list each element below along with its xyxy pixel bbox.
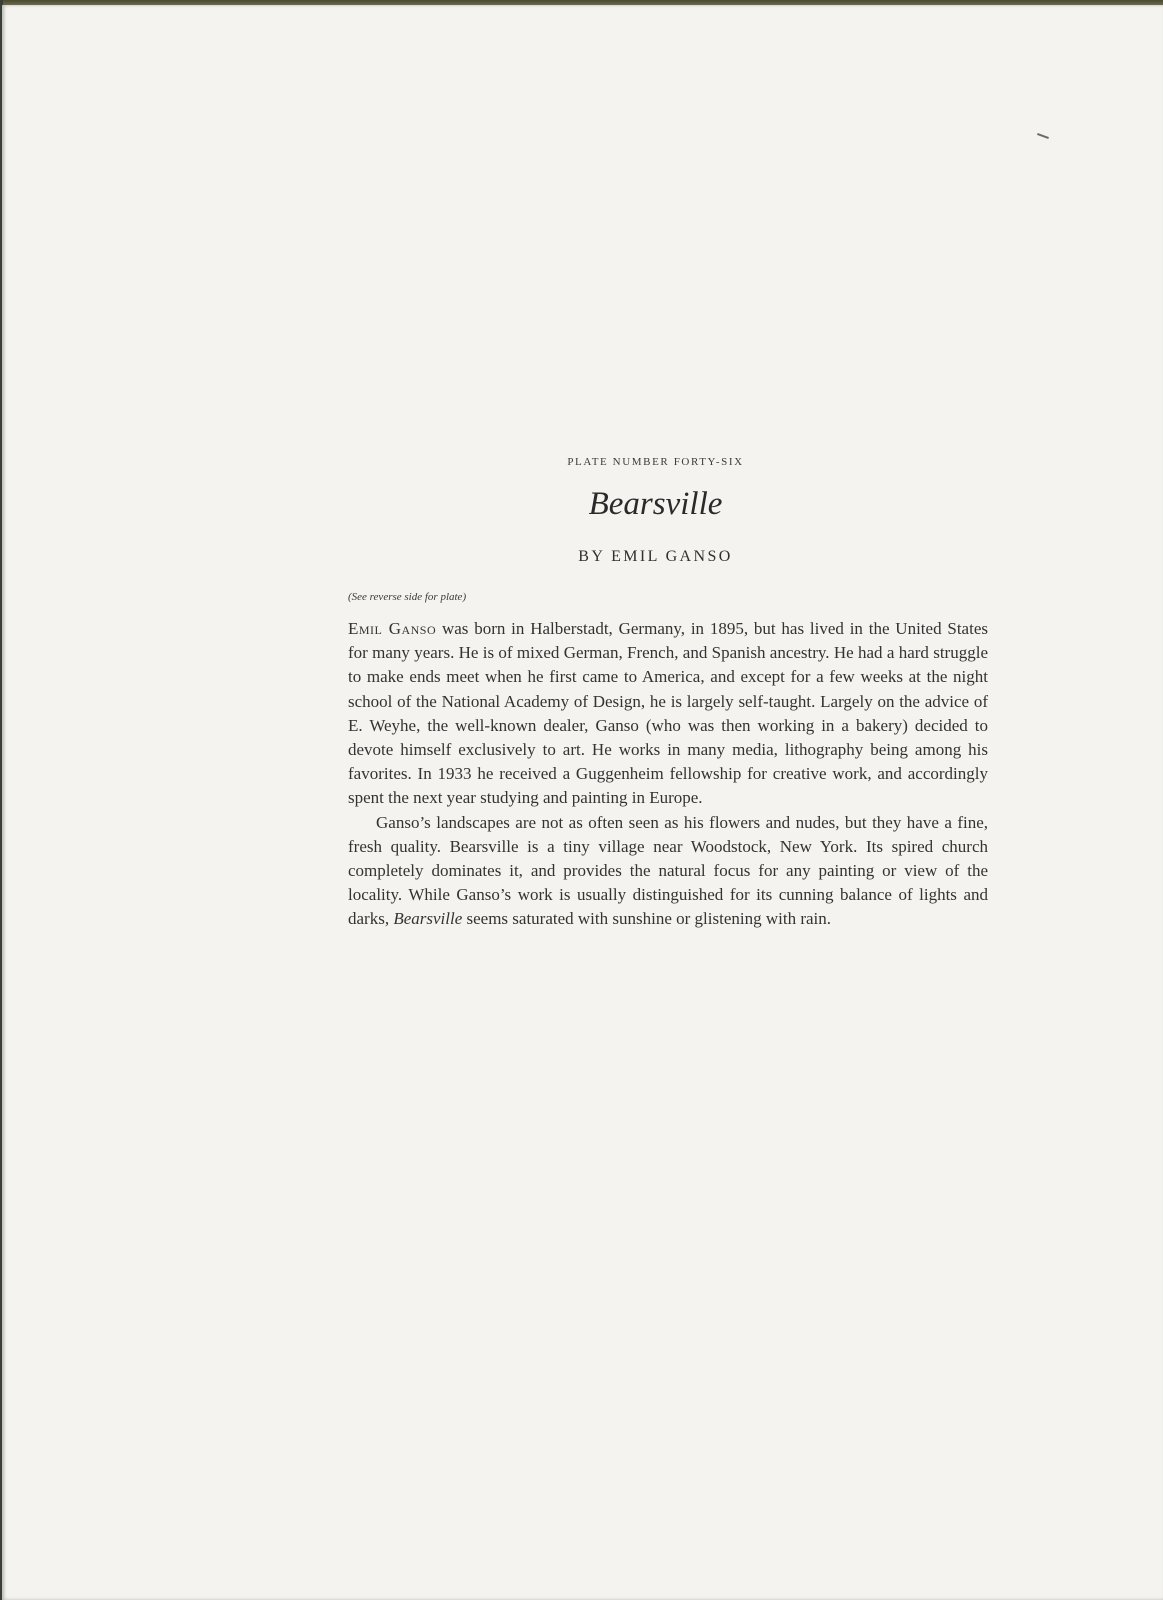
reverse-side-note: (See reverse side for plate): [348, 591, 467, 603]
paragraph-2-italic: Bearsville: [393, 909, 463, 929]
paragraph-2-before: Ganso’s landscapes are not as often seen as his flowers and nudes, but they have a fine, fresh quality. Bearsville is a tiny village near Woodstock, New York. Its spired church completely dominates it, and provides the natural focus for any painting or view of the locality. While Ganso’s work is usually distinguished for its cunning balance of lights and darks,: [348, 812, 988, 929]
byline: BY EMIL GANSO: [578, 548, 733, 565]
paragraph-1: [348, 617, 988, 811]
plate-number: PLATE NUMBER FORTY-SIX: [567, 456, 744, 468]
body-text: [348, 617, 988, 932]
paragraph-1-lead: Emil Ganso: [348, 619, 437, 638]
paper-speck: [1037, 133, 1049, 139]
paragraph-2-after: seems saturated with sunshine or glistening with rain.: [462, 909, 831, 929]
page-title: Bearsville: [588, 486, 723, 522]
paragraph-1-text: was born in Halberstadt, Germany, in 1895, but has lived in the United States for many years. He is of mixed German, French, and Spanish ancestry. He had a hard struggle to make ends meet when he first came to America, and except for a few weeks at the night school of the National Academy of Design, he is largely self-taught. Largely on the advice of E. Weyhe, the well-known dealer, Ganso (who was then working in a bakery) decided to devote himself exclusively to art. He works in many media, lithography being among his favorites. In 1933 he received a Guggenheim fellowship for creative work, and accordingly spent the next year studying and painting in Europe.: [348, 619, 988, 808]
paragraph-2: [348, 811, 988, 932]
